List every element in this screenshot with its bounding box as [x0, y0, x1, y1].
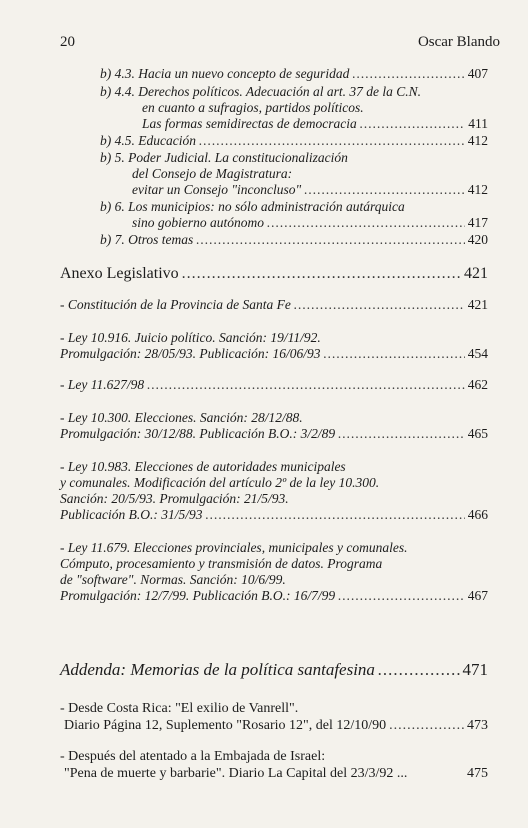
- toc-entry-title-cont: de "software". Normas. Sanción: 10/6/99.: [60, 572, 286, 587]
- toc-entry: [60, 410, 488, 442]
- toc-entry: [100, 232, 488, 248]
- toc-section-title: Anexo Legislativo: [60, 265, 179, 282]
- page-number: 20: [60, 34, 75, 50]
- toc-entry-title-cont: Promulgación: 12/7/99. Publicación B.O.: 16/7/99: [60, 588, 336, 603]
- toc-entry-title: b) 4.5. Educación: [100, 133, 196, 148]
- toc-page-number: 465: [467, 426, 488, 441]
- toc-entry-title-cont: Publicación B.O.: 31/5/93: [60, 507, 203, 522]
- toc-entry-title-cont: "Pena de muerte y barbarie". Diario La Capital del 23/3/92 ...: [64, 766, 408, 781]
- toc-entry-title-cont: Cómputo, procesamiento y transmisión de datos. Programa: [60, 556, 383, 571]
- toc-page-number: 466: [467, 507, 488, 522]
- toc-page-number: 411: [468, 116, 488, 131]
- toc-section-heading: [60, 264, 488, 283]
- toc-entry-title: b) 7. Otros temas: [100, 232, 194, 247]
- toc-entry-title-cont: Sanción: 20/5/93. Promulgación: 21/5/93.: [60, 491, 289, 506]
- toc-entry-title-cont: del Consejo de Magistratura:: [132, 166, 293, 181]
- toc-page-number: 407: [467, 66, 488, 81]
- toc-section-title: Addenda: Memorias de la política santafesina: [60, 660, 375, 679]
- running-header-author: Oscar Blando: [417, 34, 500, 50]
- toc-entry: [60, 330, 488, 362]
- toc-page-number: 473: [467, 718, 488, 733]
- toc-entry-title-cont: Promulgación: 30/12/88. Publicación B.O.: 3/2/89: [60, 426, 336, 441]
- toc-page-number: 412: [467, 133, 488, 148]
- toc-entry: [60, 540, 488, 604]
- toc-entry-title-cont: sino gobierno autónomo: [132, 215, 265, 230]
- toc-page-number: 454: [467, 346, 488, 361]
- toc-entry-title-cont: Promulgación: 28/05/93. Publicación: 16/06/93: [60, 346, 321, 361]
- toc-entry: [100, 150, 488, 198]
- toc-page-number: 421: [467, 297, 488, 312]
- toc-entry-title: - Constitución de la Provincia de Santa Fe: [60, 297, 291, 312]
- toc-page-number: 412: [467, 182, 488, 197]
- toc-entry-title: - Ley 10.983. Elecciones de autoridades municipales: [60, 459, 346, 474]
- toc-entry-title: - Después del atentado a la Embajada de Israel:: [60, 749, 326, 764]
- toc-entry-title: - Ley 11.679. Elecciones provinciales, municipales y comunales.: [60, 540, 408, 555]
- toc-page-number: 475: [467, 766, 488, 781]
- toc-entry-title-cont: Las formas semidirectas de democracia: [142, 116, 357, 131]
- toc-entry-title: b) 4.3. Hacia un nuevo concepto de seguridad: [100, 66, 350, 81]
- toc-entry-title: - Ley 11.627/98: [60, 377, 145, 392]
- toc-entry-title: b) 6. Los municipios: no sólo administración autárquica: [100, 199, 405, 214]
- toc-entry: [60, 297, 488, 313]
- toc-page-number: 467: [467, 588, 488, 603]
- toc-entry-title: b) 5. Poder Judicial. La constitucionalización: [100, 150, 348, 165]
- toc-entry-title: - Ley 10.300. Elecciones. Sanción: 28/12/88.: [60, 410, 303, 425]
- toc-entry-title-cont: evitar un Consejo "inconcluso": [132, 182, 302, 197]
- toc-entry-title: - Ley 10.916. Juicio político. Sanción: 19/11/92.: [60, 330, 321, 345]
- toc-page-number: 462: [467, 377, 488, 392]
- toc-entry-title-cont: en cuanto a sufragios, partidos políticos.: [142, 100, 364, 115]
- toc-entry-title-cont: Diario Página 12, Suplemento "Rosario 12", del 12/10/90: [64, 718, 387, 733]
- toc-entry: [100, 84, 488, 132]
- toc-entry: [60, 700, 488, 734]
- toc-page-number: 421: [464, 265, 488, 282]
- toc-entry: [100, 66, 488, 82]
- toc-entry: [60, 748, 488, 782]
- toc-page-number: 471: [462, 660, 488, 679]
- toc-entry: [60, 377, 488, 393]
- toc-entry: [100, 133, 488, 149]
- toc-entry-title: b) 4.4. Derechos políticos. Adecuación al art. 37 de la C.N.: [100, 84, 421, 99]
- toc-entry-title-cont: y comunales. Modificación del artículo 2º de la ley 10.300.: [60, 475, 380, 490]
- toc-page-number: 417: [467, 215, 488, 230]
- toc-entry: [60, 459, 488, 523]
- toc-entry-title: - Desde Costa Rica: "El exilio de Vanrell".: [60, 701, 299, 716]
- toc-entry: [100, 199, 488, 231]
- toc-page-number: 420: [467, 232, 488, 247]
- toc-section-heading: [60, 660, 488, 680]
